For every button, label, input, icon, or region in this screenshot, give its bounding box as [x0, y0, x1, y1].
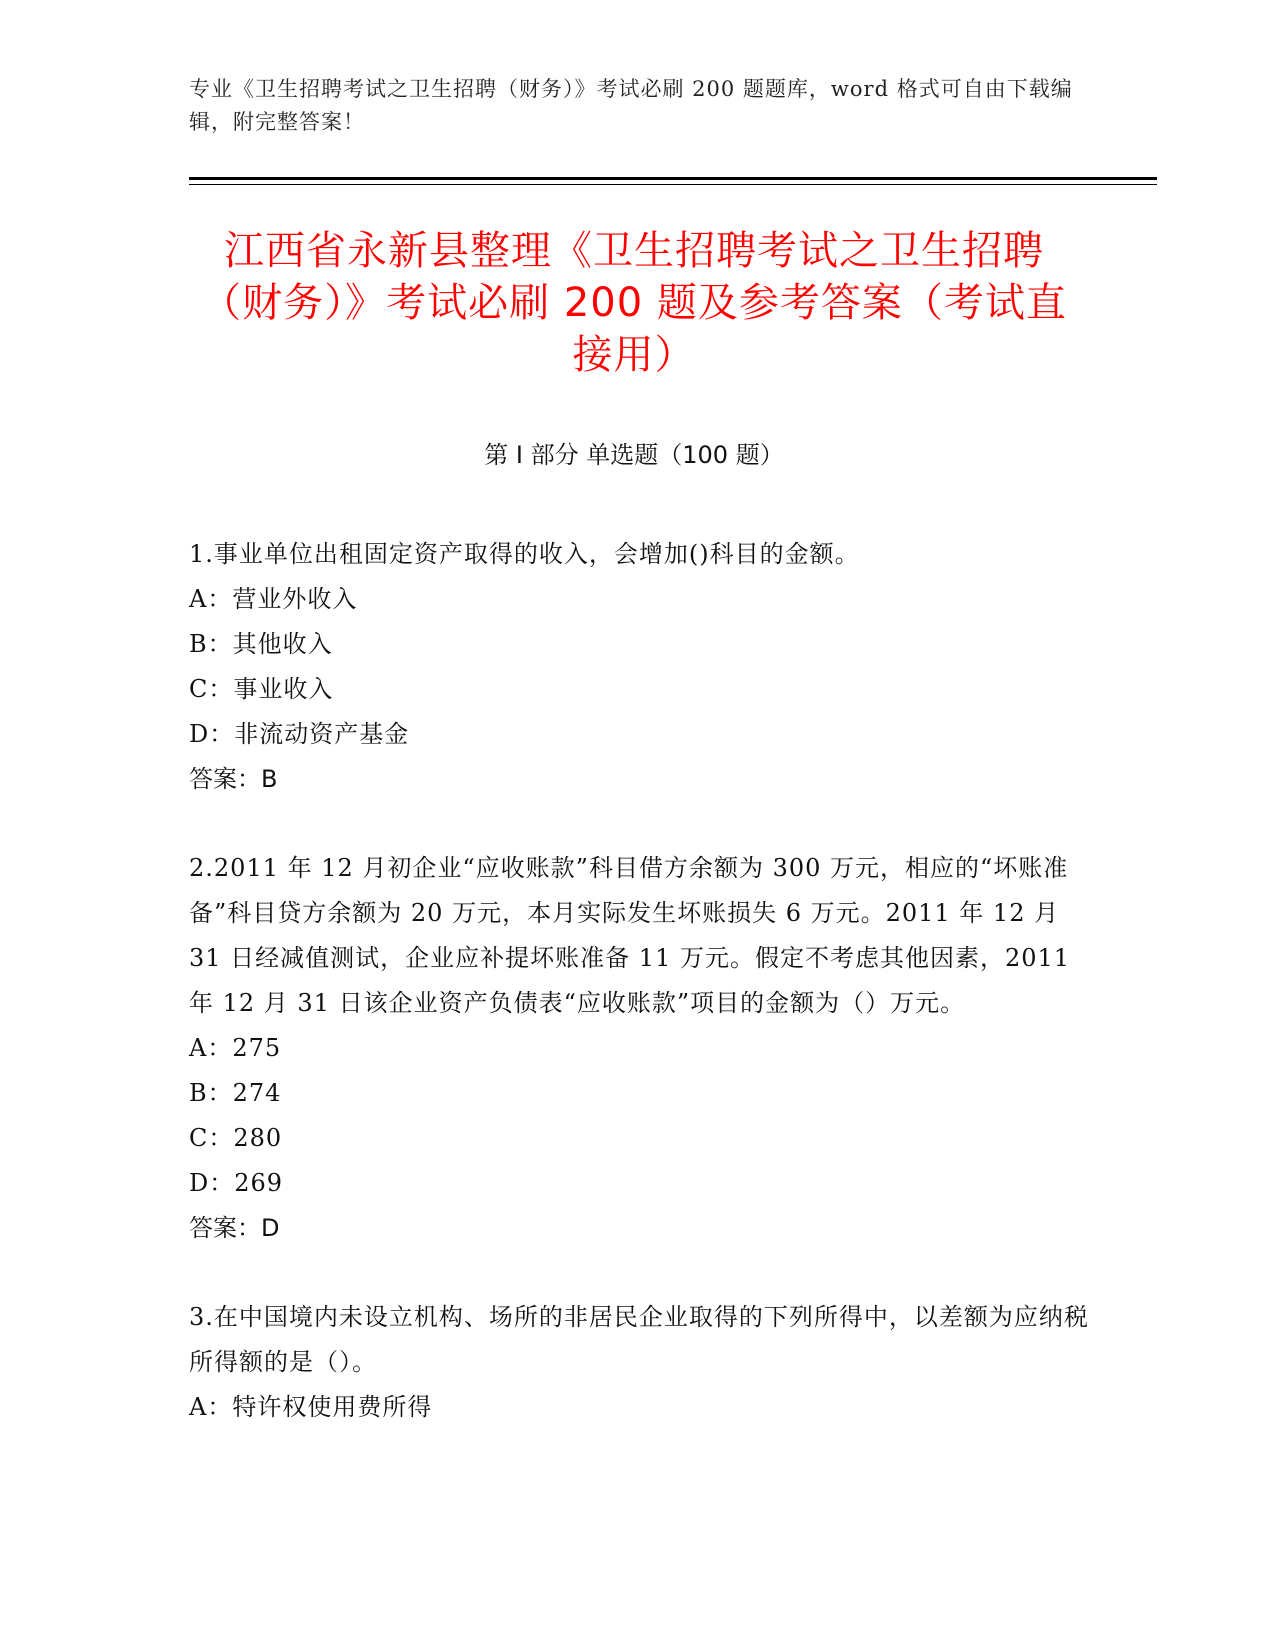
option-b: B：其他收入: [189, 630, 333, 658]
question-list: [189, 532, 1089, 1474]
header-rule-thick: [189, 177, 1157, 180]
option-c: C：280: [189, 1124, 283, 1152]
option-d: D：269: [189, 1169, 284, 1197]
question-stem: 1.事业单位出租固定资产取得的收入，会增加()科目的金额。: [189, 540, 860, 568]
option-c: C：事业收入: [189, 675, 334, 703]
option-b: B：274: [189, 1079, 282, 1107]
question-stem: 3.在中国境内未设立机构、场所的非居民企业取得的下列所得中，以差额为应纳税所得额的是（）。: [189, 1303, 1089, 1376]
question-1: [189, 532, 1089, 802]
header-note: 专业《卫生招聘考试之卫生招聘（财务）》考试必刷 200 题题库，word 格式可自由下载编辑，附完整答案！: [189, 77, 1073, 134]
question-2: [189, 846, 1089, 1251]
answer: 答案：D: [189, 1214, 280, 1242]
header-rule-thin: [189, 184, 1157, 185]
option-d: D：非流动资产基金: [189, 720, 410, 748]
question-stem: 2.2011 年 12 月初企业“应收账款”科目借方余额为 300 万元，相应的“坏账准备”科目贷方余额为 20 万元，本月实际发生坏账损失 6 万元。2011 年 12 月 31 日经减值测试，企业应补提坏账准备 11 万元。假定不考虑其他因素，2011 年 12 月 31 日该企业资产负债表“应收账款”项目的金额为（）万元。: [189, 854, 1071, 1017]
question-3: [189, 1295, 1089, 1430]
option-a: A：营业外收入: [189, 585, 358, 613]
answer: 答案：B: [189, 765, 278, 793]
document-title: 江西省永新县整理《卫生招聘考试之卫生招聘（财务）》考试必刷 200 题及参考答案（考试直接用）: [201, 228, 1067, 378]
option-a: A：275: [189, 1034, 282, 1062]
option-a: A：特许权使用费所得: [189, 1393, 433, 1421]
section-title: 第 I 部分 单选题（100 题）: [484, 441, 784, 469]
